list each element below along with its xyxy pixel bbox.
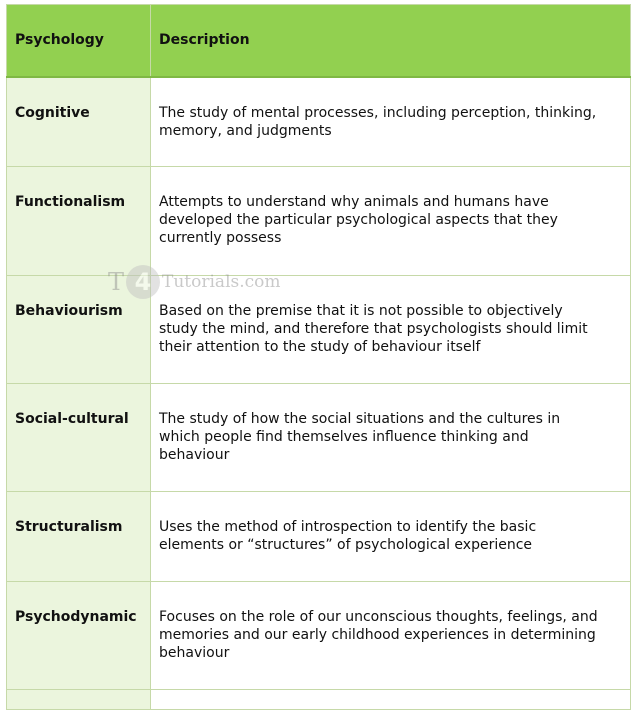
- row-description-empty: [151, 690, 631, 710]
- description-line: memory, and judgments: [159, 122, 332, 139]
- header-description: Description: [151, 5, 631, 77]
- description-line: study the mind, and therefore that psychologists should limit: [159, 321, 588, 337]
- watermark-digit-badge: 4: [126, 265, 160, 299]
- table-row: [7, 77, 631, 167]
- description-line: developed the particular psychological aspects that they: [159, 212, 558, 228]
- description-line: Based on the premise that it is not possible to objectively: [159, 303, 563, 319]
- description-line: Focuses on the role of our unconscious thoughts, feelings, and: [159, 609, 598, 625]
- table-row: [7, 276, 631, 384]
- row-description: [151, 77, 631, 167]
- description-line: currently possess: [159, 230, 282, 246]
- row-term: Psychodynamic: [7, 582, 151, 690]
- description-line: behaviour: [159, 645, 230, 661]
- psychology-table: [6, 4, 631, 710]
- table-row: [7, 167, 631, 276]
- description-line: memories and our early childhood experiences in determining: [159, 627, 596, 643]
- watermark-site: Tutorials.com: [162, 272, 281, 292]
- description-line: Uses the method of introspection to identify the basic: [159, 519, 537, 535]
- row-description: [151, 492, 631, 582]
- row-term: Functionalism: [7, 167, 151, 276]
- table-row: [7, 384, 631, 492]
- header-psychology: Psychology: [7, 5, 151, 77]
- row-term-empty: [7, 690, 151, 710]
- description-line: behaviour: [159, 447, 230, 463]
- row-term: Social-cultural: [7, 384, 151, 492]
- description-line: elements or “structures” of psychological experience: [159, 537, 533, 553]
- description-line: which people find themselves influence thinking and: [159, 429, 529, 445]
- table-row-partial: [7, 690, 631, 710]
- watermark-prefix: T: [108, 268, 125, 296]
- description-line: Attempts to understand why animals and humans have: [159, 194, 549, 210]
- description-line: The study of how the social situations and the cultures in: [159, 411, 561, 427]
- row-description: [151, 384, 631, 492]
- table-row: [7, 492, 631, 582]
- row-term: Behaviourism: [7, 276, 151, 384]
- row-term: Structuralism: [7, 492, 151, 582]
- header-row: [7, 5, 631, 77]
- row-description: [151, 167, 631, 276]
- row-term: Cognitive: [7, 77, 151, 167]
- row-description: [151, 582, 631, 690]
- description-line: The study of mental processes, including perception, thinking,: [159, 104, 597, 121]
- table-row: [7, 582, 631, 690]
- row-description: [151, 276, 631, 384]
- description-line: their attention to the study of behaviour itself: [159, 339, 481, 355]
